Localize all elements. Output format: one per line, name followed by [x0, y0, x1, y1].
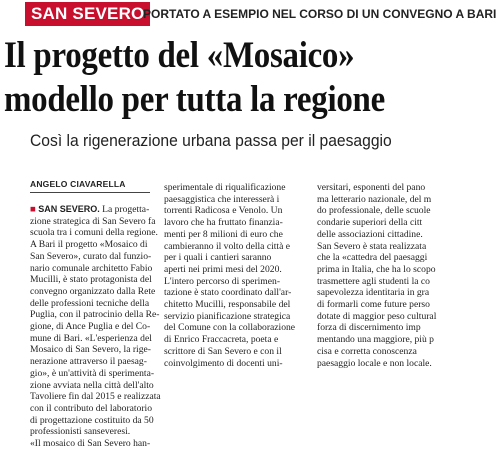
column-line: prima in Italia, che ha lo scopo: [317, 263, 436, 275]
column-line: Tavoliere fin dal 2015 e realizzata: [30, 391, 161, 403]
column-line: tazione è stato coordinato dall'ar-: [164, 287, 292, 299]
column-line: sapevolezza identitaria in gra: [317, 287, 430, 299]
byline-rule: [30, 192, 150, 193]
column-line: gione, di Ance Puglia e del Co-: [30, 321, 151, 333]
column-3-lines: [317, 182, 449, 369]
column-line: nario comunale architetto Fabio: [30, 262, 153, 274]
article-column-1: [30, 204, 161, 450]
column-line: di Enrico Fraccacreta, poeta e: [164, 334, 279, 346]
byline: ANGELO CIAVARELLA: [30, 179, 126, 189]
column-line: gio», è un'attività di sperimenta-: [30, 367, 155, 379]
column-line: [30, 204, 152, 216]
column-line: aperti nei primi mesi del 2020.: [164, 263, 282, 275]
column-line: Puglia, con il patrocinio della Re-: [30, 309, 160, 321]
column-line: cambieranno il volto della città e: [164, 240, 291, 252]
column-line: San Severo è stata realizzata: [317, 240, 427, 252]
column-line: L'intero percorso di sperimen-: [164, 275, 281, 287]
column-line: lavoro che ha fruttato finanzia-: [164, 217, 283, 229]
column-line: scrittore di San Severo e con il: [164, 345, 282, 357]
column-line: do professionale, delle scuole: [317, 205, 431, 217]
column-line: mune di Bari. «L'esperienza del: [30, 332, 152, 344]
column-line: «Il mosaico di San Severo han-: [30, 438, 151, 450]
column-line: trasmettere agli studenti la co: [317, 275, 430, 287]
column-line: professionisti sanseveresi.: [30, 426, 131, 438]
column-line: ma letterario nazionale, del m: [317, 193, 432, 205]
column-line: A Bari il progetto «Mosaico di: [30, 239, 148, 251]
column-line: di progettazione costituito da 50: [30, 414, 154, 426]
column-line: versitari, esponenti del pano: [317, 182, 426, 193]
column-line-text: La progetta-: [99, 204, 150, 215]
column-line: per i quali i cantieri saranno: [164, 252, 272, 264]
article-column-2: [164, 182, 307, 369]
headline-line-2: modello per tutta la regione: [4, 79, 385, 120]
column-line: nerazione attraverso il paesag-: [30, 356, 147, 368]
column-line: con il contributo del laboratorio: [30, 402, 153, 414]
column-line: che la «cattedra del paesaggi: [317, 252, 428, 264]
column-line: torrenti Radicosa e Venolo. Un: [164, 205, 283, 217]
column-line: convegno organizzato dalla Rete: [30, 285, 156, 297]
column-line: del Comune con la collaborazione: [164, 322, 296, 334]
column-line: condarie superiori della citt: [317, 217, 423, 229]
column-line: coinvolgimento di docenti uni-: [164, 357, 283, 369]
column-line: zione strategica di San Severo fa: [30, 215, 156, 227]
column-line: zione avviata nella città dell'alto: [30, 379, 154, 391]
column-line: di formarli come future perso: [317, 299, 430, 311]
subheadline: Così la rigenerazione urbana passa per il paesaggio: [30, 131, 392, 150]
headline: [0, 34, 449, 122]
column-2-lines: [164, 182, 307, 369]
column-line: dotate di maggior peso cultural: [317, 310, 437, 322]
column-line: delle professioni tecniche della: [30, 297, 150, 309]
column-line: cisa e corretta conoscenza: [317, 345, 417, 357]
column-line: delle associazioni cittadine.: [317, 228, 423, 240]
column-line: paesaggio locale e non locale.: [317, 357, 432, 369]
column-line: scuola tra i comuni della regione.: [30, 227, 158, 239]
section-tag: SAN SEVERO: [25, 2, 150, 26]
column-line: paesaggistica che interesserà i: [164, 193, 280, 205]
column-line: chitetto Mucilli, responsabile del: [164, 299, 291, 311]
dateline: SAN SEVERO.: [38, 204, 100, 214]
article-column-3: [317, 182, 449, 369]
column-line: servizio pianificazione strategica: [164, 310, 291, 322]
dateline-square-icon: ■: [30, 204, 36, 215]
column-line: menti per 8 milioni di euro che: [164, 228, 283, 240]
column-line: Mucilli, è stato protagonista del: [30, 274, 152, 286]
column-1-lines: [30, 215, 161, 450]
column-line: San Severo», curato dal funzio-: [30, 250, 152, 262]
column-line: mentando una maggiore, più p: [317, 334, 434, 346]
column-line: forza di discernimento imp: [317, 322, 421, 334]
headline-line-1: Il progetto del «Mosaico»: [4, 35, 355, 76]
kicker-strip: [0, 2, 496, 26]
column-line: sperimentale di riqualificazione: [164, 182, 286, 193]
kicker-text: PORTATO A ESEMPIO NEL CORSO DI UN CONVEGNO A BARI: [143, 7, 496, 21]
column-line: Mosaico di San Severo, la rige-: [30, 344, 151, 356]
